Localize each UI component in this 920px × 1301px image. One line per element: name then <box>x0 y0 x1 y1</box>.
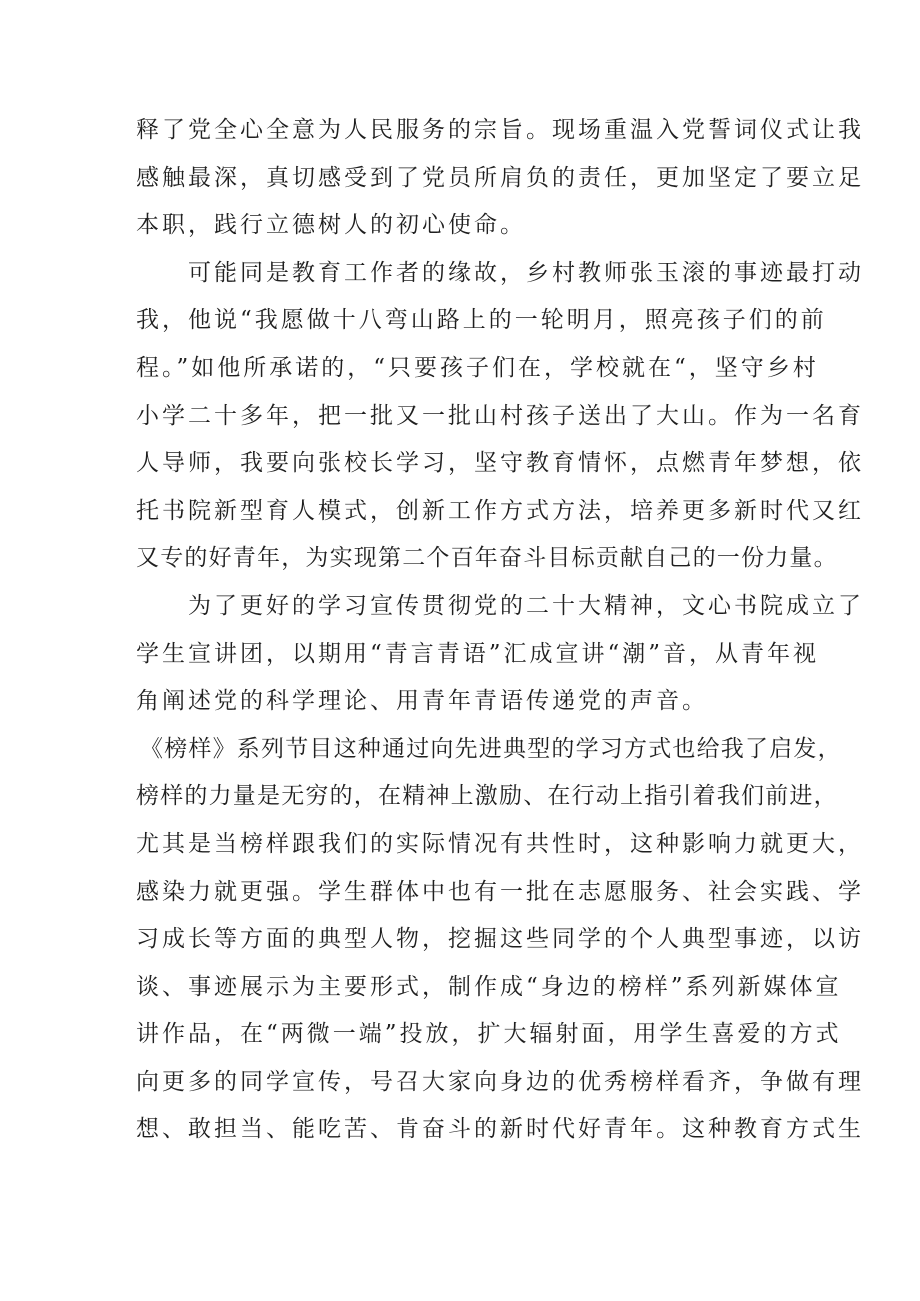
paragraph-1 <box>136 107 864 250</box>
text-line: 程。”如他所承诺的，“只要孩子们在，学校就在“，坚守乡村 <box>136 354 819 381</box>
text-line: 讲作品，在“两微一端”投放，扩大辐射面，用学生喜爱的方式 <box>136 1021 842 1048</box>
paragraph-4 <box>136 726 864 1154</box>
text-line: 角阐述党的科学理论、用青年青语传递党的声音。 <box>136 688 708 715</box>
text-line: 托书院新型育人模式，创新工作方式方法，培养更多新时代又红 <box>136 497 864 524</box>
text-line: 人导师，我要向张校长学习，坚守教育情怀，点燃青年梦想，依 <box>136 450 864 477</box>
text-line: 感染力就更强。学生群体中也有一批在志愿服务、社会实践、学 <box>136 878 864 905</box>
text-line: 小学二十多年，把一批又一批山村孩子送出了大山。作为一名育 <box>136 402 864 429</box>
text-line: 习成长等方面的典型人物，挖掘这些同学的个人典型事迹，以访 <box>136 926 864 953</box>
text-line: 向更多的同学宣传，号召大家向身边的优秀榜样看齐，争做有理 <box>136 1068 864 1095</box>
text-line: 可能同是教育工作者的缘故，乡村教师张玉滚的事迹最打动 <box>188 259 864 286</box>
text-line: 本职，践行立德树人的初心使命。 <box>136 212 526 239</box>
text-line: 为了更好的学习宣传贯彻党的二十大精神，文心书院成立了 <box>188 592 864 619</box>
document-body <box>136 107 864 1154</box>
text-line: 感触最深，真切感受到了党员所肩负的责任，更加坚定了要立足 <box>136 164 864 191</box>
text-line: 榜样的力量是无穷的，在精神上激励、在行动上指引着我们前进， <box>136 783 838 810</box>
text-line: 学生宣讲团，以期用“青言青语”汇成宣讲“潮”音，从青年视 <box>136 640 820 667</box>
text-line: 我，他说“我愿做十八弯山路上的一轮明月，照亮孩子们的前 <box>136 307 827 334</box>
paragraph-3 <box>136 583 864 726</box>
text-line: 释了党全心全意为人民服务的宗旨。现场重温入党誓词仪式让我 <box>136 117 864 143</box>
text-line: 尤其是当榜样跟我们的实际情况有共性时，这种影响力就更大， <box>136 830 864 857</box>
paragraph-2 <box>136 250 864 583</box>
text-line: 想、敢担当、能吃苦、肯奋斗的新时代好青年。这种教育方式生 <box>136 1116 864 1143</box>
text-line: 《榜样》系列节目这种通过向先进典型的学习方式也给我了启发， <box>140 735 842 762</box>
text-line: 又专的好青年，为实现第二个百年奋斗目标贡献自己的一份力量。 <box>136 545 838 572</box>
text-line: 谈、事迹展示为主要形式，制作成“身边的榜样”系列新媒体宣 <box>136 973 842 1000</box>
